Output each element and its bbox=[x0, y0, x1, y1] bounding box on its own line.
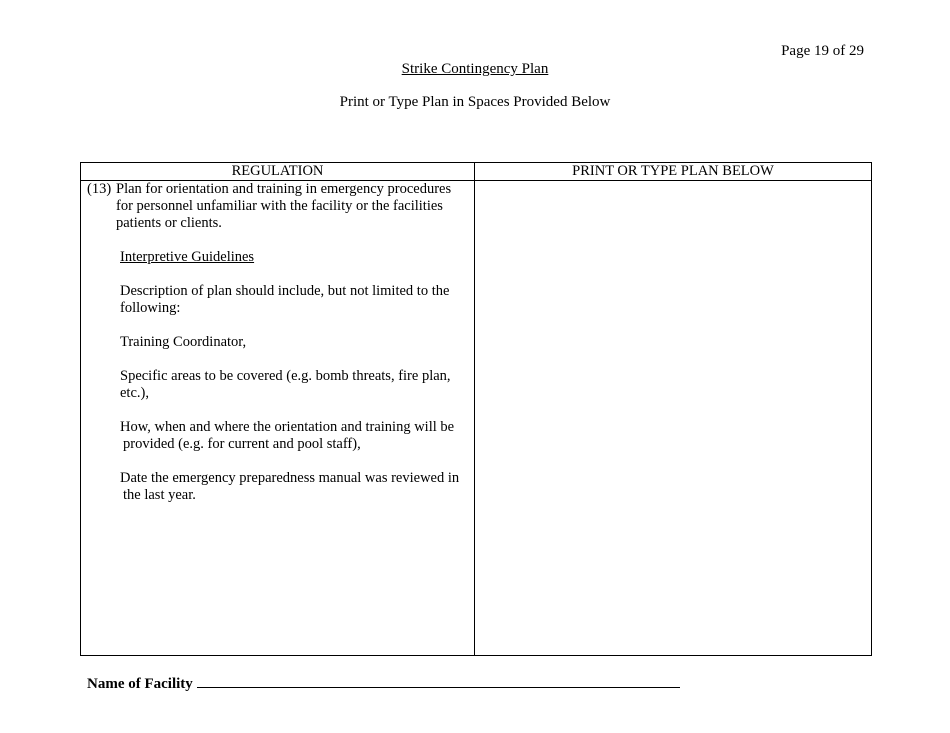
plan-table bbox=[80, 162, 872, 656]
regulation-number: (13) bbox=[87, 181, 112, 197]
guidelines-heading: Interpretive Guidelines bbox=[120, 249, 255, 265]
regulation-text-line: Plan for orientation and training in emergency procedures bbox=[116, 181, 452, 197]
guideline-line: Specific areas to be covered (e.g. bomb threats, fire plan, bbox=[120, 368, 451, 384]
guideline-line: Training Coordinator, bbox=[120, 334, 247, 350]
table-row bbox=[81, 181, 872, 656]
regulation-text-line: patients or clients. bbox=[116, 215, 222, 231]
plan-entry-cell[interactable] bbox=[475, 181, 872, 656]
facility-name-row bbox=[87, 673, 680, 693]
guideline-line: the last year. bbox=[123, 487, 196, 503]
document-subtitle: Print or Type Plan in Spaces Provided Below bbox=[339, 94, 611, 110]
regulation-cell bbox=[81, 181, 475, 656]
guideline-paragraph bbox=[120, 470, 460, 504]
guideline-paragraph bbox=[120, 334, 460, 351]
guideline-line: How, when and where the orientation and training will be bbox=[120, 419, 455, 435]
document-title-wrapper bbox=[0, 61, 950, 78]
facility-name-field[interactable] bbox=[197, 673, 680, 688]
guideline-line: etc.), bbox=[120, 385, 149, 401]
regulation-item bbox=[81, 181, 474, 232]
guideline-line: Date the emergency preparedness manual was reviewed in bbox=[120, 470, 460, 486]
regulation-text bbox=[116, 181, 456, 232]
guideline-line: Description of plan should include, but not limited to the bbox=[120, 283, 450, 299]
table-header-row bbox=[81, 163, 872, 181]
guideline-paragraph bbox=[120, 368, 460, 402]
interpretive-guidelines bbox=[81, 249, 460, 504]
guideline-paragraph bbox=[120, 283, 460, 317]
guideline-paragraph bbox=[120, 419, 460, 453]
guideline-line: following: bbox=[120, 300, 181, 316]
page-number: Page 19 of 29 bbox=[781, 43, 864, 59]
column-header-plan: PRINT OR TYPE PLAN BELOW bbox=[475, 163, 872, 181]
guideline-line: provided (e.g. for current and pool staff), bbox=[123, 436, 361, 452]
regulation-text-line: for personnel unfamiliar with the facility or the facilities bbox=[116, 198, 443, 214]
document-title: Strike Contingency Plan bbox=[401, 61, 549, 77]
facility-name-label: Name of Facility bbox=[87, 676, 193, 692]
column-header-regulation: REGULATION bbox=[81, 163, 475, 181]
